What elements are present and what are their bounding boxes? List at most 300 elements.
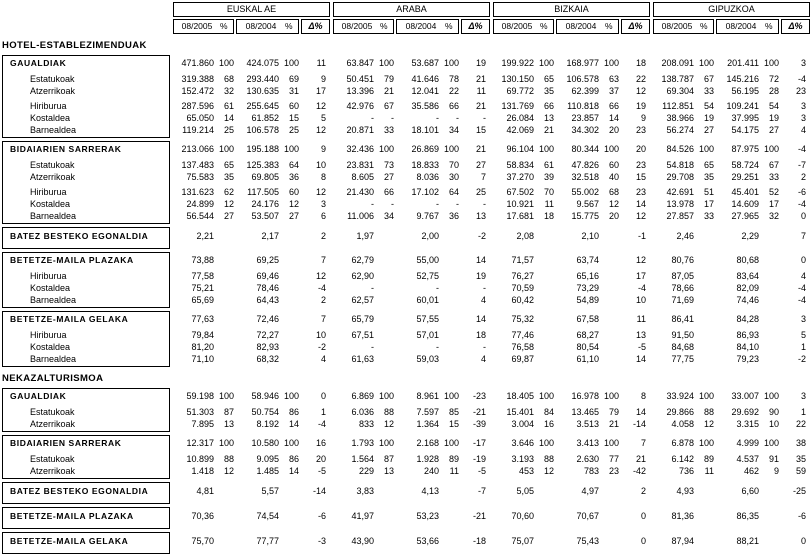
pct-previous: 100 [603, 144, 619, 154]
value-previous: 8.192 [256, 419, 279, 429]
delta-pct: 13 [475, 211, 486, 221]
value-current: 69.772 [506, 86, 534, 96]
delta-pct: 6 [320, 211, 326, 221]
percent-label: % [700, 21, 708, 31]
pct-current: 100 [698, 438, 714, 448]
value-previous: 195.188 [246, 144, 279, 154]
value-previous: 80,68 [736, 255, 759, 265]
value-current: 1.793 [351, 438, 374, 448]
period-header-box [333, 19, 394, 34]
value-previous: 27.965 [731, 211, 759, 221]
value-current: 4,81 [196, 486, 214, 496]
value-current: 6.878 [671, 438, 694, 448]
delta-pct: 14 [635, 354, 646, 364]
value-current: 833 [358, 419, 374, 429]
delta-pct: 4 [480, 354, 486, 364]
value-previous: 54,89 [576, 295, 599, 305]
pct-previous: 30 [448, 172, 459, 182]
delta-pct: 0 [800, 211, 806, 221]
row-label: BETETZE-MAILA GELAKA [10, 314, 129, 324]
value-previous: 80.344 [571, 144, 599, 154]
delta-pct: 19 [475, 58, 486, 68]
value-current: 77,75 [671, 354, 694, 364]
delta-pct: 0 [800, 536, 806, 546]
pct-current: 70 [543, 187, 554, 197]
value-previous: 23.857 [571, 113, 599, 123]
table-row [0, 329, 812, 341]
value-current: 152.472 [181, 86, 214, 96]
value-current: 77,46 [511, 330, 534, 340]
value-current: 75,32 [511, 314, 534, 324]
table-row [0, 270, 812, 282]
value-previous: 293.440 [246, 74, 279, 84]
table-row [0, 437, 812, 450]
value-current: 54.818 [666, 160, 694, 170]
value-previous: 61.852 [251, 113, 279, 123]
delta-pct: 12 [635, 86, 646, 96]
delta-pct: -4 [637, 283, 646, 293]
period-header-box [236, 19, 299, 34]
delta-pct: -4 [317, 419, 326, 429]
value-previous: 12.041 [411, 86, 439, 96]
delta-pct: 0 [800, 255, 806, 265]
value-current: 3,83 [356, 486, 374, 496]
pct-previous: 19 [768, 113, 779, 123]
delta-pct: 14 [475, 314, 486, 324]
pct-current: 12 [223, 199, 234, 209]
value-current: 26.084 [506, 113, 534, 123]
table-row [0, 453, 812, 465]
delta-pct: 7 [800, 231, 806, 241]
value-current: 112.851 [662, 101, 694, 111]
period-header-box [716, 19, 779, 34]
pct-previous: 12 [608, 199, 619, 209]
pct-previous: 86 [288, 454, 299, 464]
value-previous: 3.413 [576, 438, 599, 448]
value-current: 13.978 [666, 199, 694, 209]
row-group [0, 482, 812, 504]
row-label: Estatukoak [30, 74, 75, 84]
value-current: - [371, 283, 374, 293]
value-previous: 80,54 [576, 342, 599, 352]
pct-previous: 40 [608, 172, 619, 182]
value-previous: 106.578 [246, 125, 279, 135]
row-group [0, 388, 812, 432]
region-header-bizkaia: BIZKAIA [493, 2, 650, 17]
value-previous: 75,43 [576, 536, 599, 546]
pct-previous: 23 [608, 466, 619, 476]
delta-pct: -2 [797, 354, 806, 364]
delta-pct: 12 [315, 101, 326, 111]
pct-current: 27 [383, 172, 394, 182]
value-previous: 6,60 [741, 486, 759, 496]
value-current: 42.069 [506, 125, 534, 135]
value-current: 71,57 [511, 255, 534, 265]
value-previous: - [436, 113, 439, 123]
pct-previous: 100 [443, 438, 459, 448]
delta-pct: 17 [635, 271, 646, 281]
row-label: BETETZE-MAILA PLAZAKA [10, 511, 134, 521]
table-row [0, 341, 812, 353]
pct-previous: 91 [768, 454, 779, 464]
value-previous: 5,57 [261, 486, 279, 496]
pct-previous: 27 [768, 125, 779, 135]
pct-previous: 14 [288, 419, 299, 429]
percent-label: % [380, 21, 388, 31]
pct-current: 100 [218, 58, 234, 68]
value-previous: 15.775 [571, 211, 599, 221]
table-row [0, 73, 812, 85]
pct-previous: 37 [608, 86, 619, 96]
pct-previous: 100 [763, 58, 779, 68]
delta-pct: 14 [635, 199, 646, 209]
period-label: 08/2004 [565, 21, 597, 31]
value-current: 24.899 [186, 199, 214, 209]
pct-current: 87 [383, 454, 394, 464]
value-current: 23.831 [346, 160, 374, 170]
delta-pct: 20 [315, 454, 326, 464]
delta-pct: 15 [635, 172, 646, 182]
value-current: 67.502 [506, 187, 534, 197]
value-current: 75,21 [191, 283, 214, 293]
delta-pct: 10 [635, 295, 646, 305]
delta-header-box: Δ% [461, 19, 490, 34]
percent-label: % [445, 21, 453, 31]
pct-previous: 31 [288, 86, 299, 96]
value-current: 4.058 [671, 419, 694, 429]
pct-previous: 100 [763, 144, 779, 154]
pct-current: 100 [378, 144, 394, 154]
value-previous: 8.036 [416, 172, 439, 182]
value-current: 1.418 [191, 466, 214, 476]
pct-current: 33 [703, 211, 714, 221]
pct-current: 35 [543, 86, 554, 96]
value-previous: 84,28 [736, 314, 759, 324]
pct-previous: 36 [448, 211, 459, 221]
pct-current: 11 [544, 199, 554, 209]
value-previous: 68,32 [256, 354, 279, 364]
delta-pct: 1 [320, 407, 326, 417]
pct-previous: 34 [448, 125, 459, 135]
delta-pct: 14 [635, 407, 646, 417]
pct-current: 79 [383, 74, 394, 84]
value-previous: 34.302 [571, 125, 599, 135]
delta-pct: 12 [635, 255, 646, 265]
value-current: 208.091 [661, 58, 694, 68]
value-previous: 61,10 [576, 354, 599, 364]
value-previous: - [436, 199, 439, 209]
pct-current: 65 [703, 160, 714, 170]
row-label: Atzerrikoak [30, 419, 76, 429]
value-previous: 2.168 [416, 438, 439, 448]
value-previous: 16.978 [571, 391, 599, 401]
pct-previous: 85 [448, 407, 459, 417]
period-header-box [173, 19, 234, 34]
period-label: 08/2005 [181, 21, 213, 31]
value-current: 10.899 [186, 454, 214, 464]
pct-previous: 15 [288, 113, 299, 123]
value-previous: 45.401 [731, 187, 759, 197]
value-previous: 63,74 [576, 255, 599, 265]
table-row [0, 229, 812, 244]
pct-current: 100 [698, 58, 714, 68]
row-label: Estatukoak [30, 407, 75, 417]
delta-pct: 3 [800, 58, 806, 68]
value-previous: 82,09 [736, 283, 759, 293]
value-current: - [371, 199, 374, 209]
delta-header-box: Δ% [781, 19, 810, 34]
pct-current: 87 [223, 407, 234, 417]
value-current: 77,63 [191, 314, 214, 324]
pct-previous: 67 [768, 160, 779, 170]
row-group [0, 55, 812, 138]
value-current: 287.596 [181, 101, 214, 111]
pct-current: 33 [703, 86, 714, 96]
value-previous: 9.567 [576, 199, 599, 209]
delta-pct: -6 [317, 511, 326, 521]
delta-pct: -3 [317, 536, 326, 546]
value-previous: 1.364 [416, 419, 439, 429]
value-previous: 110.818 [567, 101, 599, 111]
value-previous: 125.383 [246, 160, 279, 170]
pct-current: 61 [543, 160, 554, 170]
table-row [0, 534, 812, 549]
value-current: 131.623 [181, 187, 214, 197]
delta-pct: -39 [472, 419, 486, 429]
pct-current: 51 [703, 187, 714, 197]
value-previous: 72,27 [256, 330, 279, 340]
delta-pct: -2 [477, 231, 486, 241]
value-current: 1,97 [356, 231, 374, 241]
row-label: Hiriburua [30, 271, 67, 281]
pct-current: 100 [218, 391, 234, 401]
value-current: 62,79 [351, 255, 374, 265]
pct-current: - [391, 113, 394, 123]
row-label: BIDAIARIEN SARRERAK [10, 438, 122, 448]
value-current: 87,94 [671, 536, 694, 546]
value-previous: 255.645 [246, 101, 279, 111]
pct-current: 32 [223, 86, 234, 96]
delta-pct: 27 [475, 160, 486, 170]
row-group [0, 435, 812, 479]
value-previous: 57,01 [416, 330, 439, 340]
pct-previous: 69 [288, 74, 299, 84]
value-current: 1.564 [351, 454, 374, 464]
pct-previous: 100 [763, 391, 779, 401]
pct-current: 100 [538, 58, 554, 68]
table-row [0, 85, 812, 97]
value-previous: 2,10 [581, 231, 599, 241]
pct-current: 67 [383, 101, 394, 111]
value-current: 37.270 [506, 172, 534, 182]
pct-previous: 17 [768, 199, 779, 209]
pct-previous: 28 [768, 86, 779, 96]
value-current: 12.317 [186, 438, 214, 448]
delta-pct: 5 [800, 330, 806, 340]
delta-pct: 2 [800, 172, 806, 182]
value-current: 42.691 [666, 187, 694, 197]
value-previous: 74,46 [736, 295, 759, 305]
value-previous: 3.513 [576, 419, 599, 429]
value-previous: 53,66 [416, 536, 439, 546]
pct-current: 88 [383, 407, 394, 417]
value-current: 51.303 [186, 407, 214, 417]
value-previous: 117.505 [247, 187, 279, 197]
value-previous: 9.767 [416, 211, 439, 221]
delta-header-box: Δ% [621, 19, 650, 34]
value-previous: 58.946 [251, 391, 279, 401]
delta-pct: 11 [636, 314, 646, 324]
table-row [0, 124, 812, 136]
value-current: 33.924 [666, 391, 694, 401]
value-previous: 32.518 [571, 172, 599, 182]
pct-previous: 21 [608, 419, 619, 429]
value-previous: 67,58 [576, 314, 599, 324]
delta-pct: 0 [320, 391, 326, 401]
value-previous: 4,97 [581, 486, 599, 496]
pct-current: 88 [223, 454, 234, 464]
value-current: 58.834 [506, 160, 534, 170]
pct-previous: 11 [449, 466, 459, 476]
value-previous: 18.833 [411, 160, 439, 170]
pct-current: 54 [703, 101, 714, 111]
value-current: 59.198 [186, 391, 214, 401]
pct-current: 13 [223, 419, 234, 429]
value-current: 79,84 [191, 330, 214, 340]
pct-current: 100 [378, 58, 394, 68]
pct-current: 88 [703, 407, 714, 417]
period-label: 08/2005 [501, 21, 533, 31]
row-label: Estatukoak [30, 454, 75, 464]
value-previous: 2.630 [576, 454, 599, 464]
pct-previous: - [456, 113, 459, 123]
delta-pct: 7 [640, 438, 646, 448]
delta-pct: 4 [800, 125, 806, 135]
pct-current: 100 [538, 391, 554, 401]
value-previous: 84,10 [736, 342, 759, 352]
value-current: 119.214 [182, 125, 214, 135]
value-current: 4,93 [676, 486, 694, 496]
value-current: 7.895 [191, 419, 214, 429]
value-current: 29.866 [666, 407, 694, 417]
pct-previous: 10 [768, 419, 779, 429]
table-row [0, 353, 812, 365]
table-row [0, 143, 812, 156]
pct-previous: 90 [768, 407, 779, 417]
value-previous: 57,55 [416, 314, 439, 324]
delta-pct: 12 [315, 271, 326, 281]
row-label: Barnealdea [30, 125, 77, 135]
pct-current: 16 [543, 419, 554, 429]
pct-current: 73 [383, 160, 394, 170]
percent-label: % [605, 21, 613, 31]
delta-pct: 19 [635, 101, 646, 111]
value-previous: 8.961 [416, 391, 439, 401]
table-row [0, 171, 812, 183]
pct-previous: 64 [288, 160, 299, 170]
value-current: 43,90 [351, 536, 374, 546]
table-row [0, 465, 812, 477]
delta-pct: 22 [795, 419, 806, 429]
pct-current: 100 [218, 438, 234, 448]
pct-previous: 100 [603, 438, 619, 448]
pct-previous: 66 [448, 101, 459, 111]
value-current: 96.104 [506, 144, 534, 154]
pct-previous: 22 [448, 86, 459, 96]
delta-pct: - [483, 199, 486, 209]
period-header-box [493, 19, 554, 34]
delta-pct: 9 [640, 113, 646, 123]
value-previous: 86,35 [736, 511, 759, 521]
pct-current: 11 [704, 466, 714, 476]
pct-current: 88 [543, 454, 554, 464]
value-previous: - [436, 283, 439, 293]
value-current: 75,70 [191, 536, 214, 546]
delta-pct: 2 [640, 486, 646, 496]
value-previous: 72,46 [256, 314, 279, 324]
value-previous: 74,54 [256, 511, 279, 521]
value-current: 50.451 [346, 74, 374, 84]
delta-pct: 3 [800, 314, 806, 324]
delta-pct: -21 [472, 511, 486, 521]
delta-pct: 0 [640, 536, 646, 546]
row-label: BETETZE-MAILA PLAZAKA [10, 255, 134, 265]
pct-current: 19 [703, 113, 714, 123]
delta-pct: 23 [635, 160, 646, 170]
value-previous: 18.101 [411, 125, 439, 135]
value-current: 8.605 [351, 172, 374, 182]
pct-current: 21 [383, 86, 394, 96]
value-current: - [371, 113, 374, 123]
delta-pct: 1 [800, 407, 806, 417]
value-current: 65,69 [191, 295, 214, 305]
value-current: - [371, 342, 374, 352]
pct-current: 39 [543, 172, 554, 182]
value-previous: 88,21 [736, 536, 759, 546]
pct-previous: 66 [608, 101, 619, 111]
value-previous: 69,46 [256, 271, 279, 281]
pct-current: 100 [698, 144, 714, 154]
value-current: 18.405 [506, 391, 534, 401]
value-current: 84,68 [671, 342, 694, 352]
value-current: 3.193 [511, 454, 534, 464]
pct-current: 89 [703, 454, 714, 464]
value-current: 62,90 [351, 271, 374, 281]
delta-pct: 20 [635, 144, 646, 154]
pct-previous: 36 [288, 172, 299, 182]
pct-current: 25 [223, 125, 234, 135]
pct-current: 18 [543, 211, 554, 221]
row-label: BETETZE-MAILA GELAKA [10, 536, 129, 546]
value-previous: 68,27 [576, 330, 599, 340]
pct-previous: 60 [288, 187, 299, 197]
region-header-gipuzkoa: GIPUZKOA [653, 2, 810, 17]
delta-pct: -6 [797, 511, 806, 521]
pct-previous: 100 [283, 58, 299, 68]
value-current: 75.583 [186, 172, 214, 182]
delta-pct: 18 [475, 330, 486, 340]
delta-pct: 12 [635, 211, 646, 221]
pct-current: 21 [543, 125, 554, 135]
value-previous: 79,23 [736, 354, 759, 364]
value-current: 3.646 [511, 438, 534, 448]
row-group [0, 532, 812, 554]
period-label: 08/2005 [661, 21, 693, 31]
value-current: 56.274 [666, 125, 694, 135]
value-current: 76,27 [511, 271, 534, 281]
value-current: 21.430 [346, 187, 374, 197]
delta-pct: -4 [317, 283, 326, 293]
